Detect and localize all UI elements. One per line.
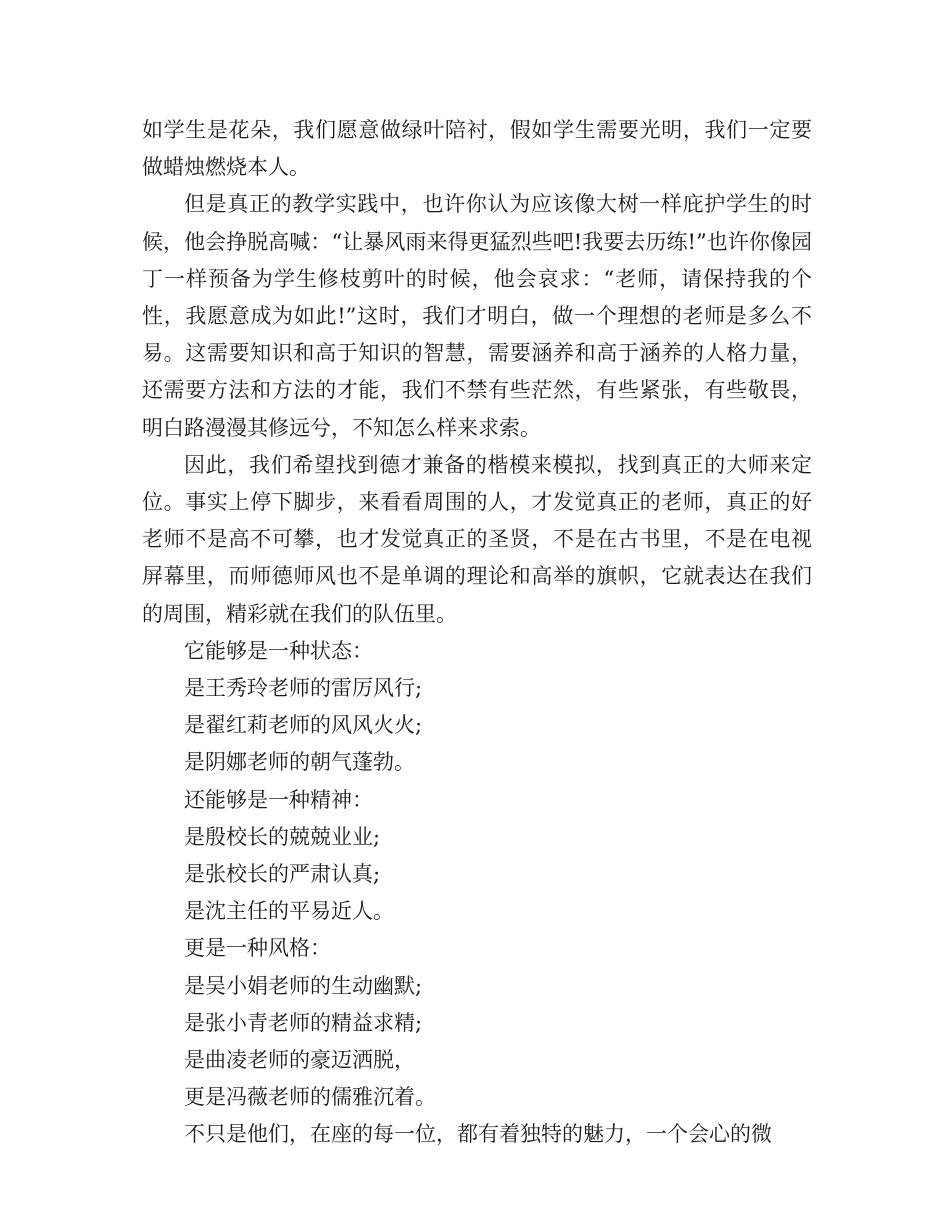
list-line: 是吴小娟老师的生动幽默; — [184, 973, 423, 998]
list-line: 是王秀玲老师的雷厉风行; — [184, 676, 423, 701]
paragraph-teaching-practice: 但是真正的教学实践中，也许你认为应该像大树一样庇护学生的时候，他会挣脱高喊：“让暴风雨来得更猛烈些吧!我要去历练!”也许你像园丁一样预备为学生修枝剪叶的时候，他会哀求：“老师，请保持我的个性，我愿意成为如此!”这时，我们才明白，做一个理想的老师是多么不易。这需要知识和高于知识的智慧，需要涵养和高于涵养的人格力量，还需要方法和方法的才能，我们不禁有些茫然，有些紧张，有些敬畏，明白路漫漫其修远兮，不知怎么样来求索。 — [142, 192, 812, 440]
list-line: 是翟红莉老师的风风火火; — [184, 713, 423, 738]
list-line: 是张校长的严肃认真; — [184, 862, 381, 887]
document-body — [142, 112, 812, 1154]
paragraph-role-models: 因此，我们希望找到德才兼备的楷模来模拟，找到真正的大师来定位。事实上停下脚步，来看看周围的人，才发觉真正的老师，真正的好老师不是高不可攀，也才发觉真正的圣贤，不是在古书里，不是在电视屏幕里，而师德师风也不是单调的理论和高举的旗帜，它就表达在我们的周围，精彩就在我们的队伍里。 — [142, 452, 812, 626]
list-line: 是殷校长的兢兢业业; — [184, 824, 381, 849]
list-line: 更是冯薇老师的儒雅沉着。 — [184, 1085, 436, 1110]
list-line: 更是一种风格： — [184, 936, 331, 961]
paragraph-continuation: 如学生是花朵，我们愿意做绿叶陪衬，假如学生需要光明，我们一定要做蜡烛燃烧本人。 — [142, 118, 812, 180]
list-line: 是张小青老师的精益求精; — [184, 1010, 423, 1035]
list-line: 它能够是一种状态： — [184, 638, 373, 663]
list-line: 是沈主任的平易近人。 — [184, 899, 394, 924]
list-line: 还能够是一种精神： — [184, 787, 373, 812]
list-line: 是阴娜老师的朝气蓬勃。 — [184, 750, 415, 775]
paragraph-last-partial: 不只是他们，在座的每一位，都有着独特的魅力，一个会心的微 — [184, 1122, 772, 1147]
list-line: 是曲凌老师的豪迈洒脱， — [184, 1048, 415, 1073]
